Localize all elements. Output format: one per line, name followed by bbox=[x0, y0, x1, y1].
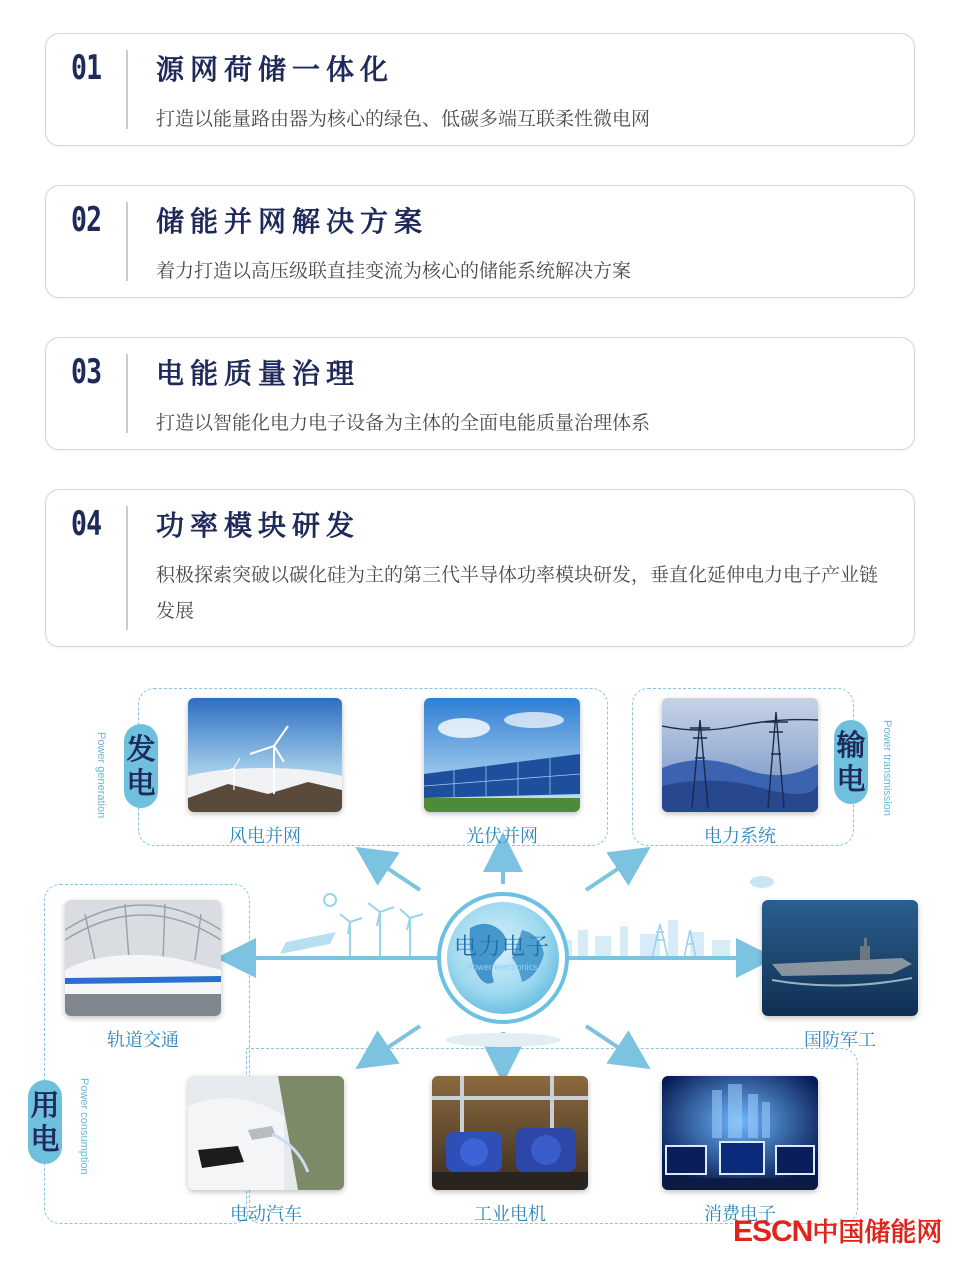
card-number: 03 bbox=[71, 352, 102, 392]
center-title: 电力电子 bbox=[454, 934, 550, 960]
card-title: 功率模块研发 bbox=[156, 509, 361, 542]
escn-watermark bbox=[733, 1212, 942, 1249]
defense-photo bbox=[762, 900, 918, 1016]
electronics-photo bbox=[662, 1076, 818, 1190]
consumption-english: Power consumption bbox=[78, 1078, 90, 1175]
rail-caption: 轨道交通 bbox=[107, 1030, 179, 1051]
solar-photo bbox=[424, 698, 580, 812]
center-subtitle: Power electronics bbox=[466, 962, 538, 972]
electronics-caption: 消费电子 bbox=[704, 1204, 776, 1225]
transmission-label: 输电 bbox=[834, 720, 868, 804]
grid-caption: 电力系统 bbox=[704, 826, 776, 847]
card-description: 打造以能量路由器为核心的绿色、低碳多端互联柔性微电网 bbox=[156, 108, 651, 130]
cloud-icon bbox=[750, 876, 774, 888]
generation-label: 发电 bbox=[124, 724, 158, 808]
rail-photo bbox=[65, 900, 221, 1016]
skyline-icon bbox=[560, 920, 730, 960]
card-number: 02 bbox=[71, 200, 102, 240]
card-title: 储能并网解决方案 bbox=[156, 205, 429, 238]
solar-caption: 光伏并网 bbox=[466, 826, 538, 847]
card-description: 积极探索突破以碳化硅为主的第三代半导体功率模块研发，垂直化延伸电力电子产业链发展 bbox=[156, 564, 879, 622]
sun-icon bbox=[324, 894, 336, 906]
wind-photo bbox=[188, 698, 342, 812]
card-title: 源网荷储一体化 bbox=[156, 53, 395, 86]
wind-caption: 风电并网 bbox=[229, 826, 301, 847]
generation-english: Power generation bbox=[95, 732, 107, 819]
grid-photo bbox=[662, 698, 818, 812]
card-number: 01 bbox=[71, 48, 102, 88]
ev-caption: 电动汽车 bbox=[230, 1204, 302, 1225]
defense-caption: 国防军工 bbox=[804, 1030, 876, 1051]
card-description: 着力打造以高压级联直挂变流为核心的储能系统解决方案 bbox=[156, 260, 632, 282]
transmission-english: Power transmission bbox=[881, 720, 893, 816]
card-description: 打造以智能化电力电子设备为主体的全面电能质量治理体系 bbox=[156, 412, 651, 434]
solar-panel-icon bbox=[280, 932, 336, 954]
consumption-label: 用电 bbox=[28, 1080, 62, 1164]
wind-turbine-icon bbox=[340, 903, 423, 956]
watermark-cjk: 中国储能网 bbox=[812, 1218, 943, 1248]
ev-photo bbox=[188, 1076, 344, 1190]
card-title: 电能质量治理 bbox=[156, 357, 361, 390]
watermark-latin: ESCN bbox=[733, 1215, 813, 1248]
card-number: 04 bbox=[71, 504, 102, 544]
motor-caption: 工业电机 bbox=[474, 1204, 546, 1225]
motor-photo bbox=[432, 1076, 588, 1190]
